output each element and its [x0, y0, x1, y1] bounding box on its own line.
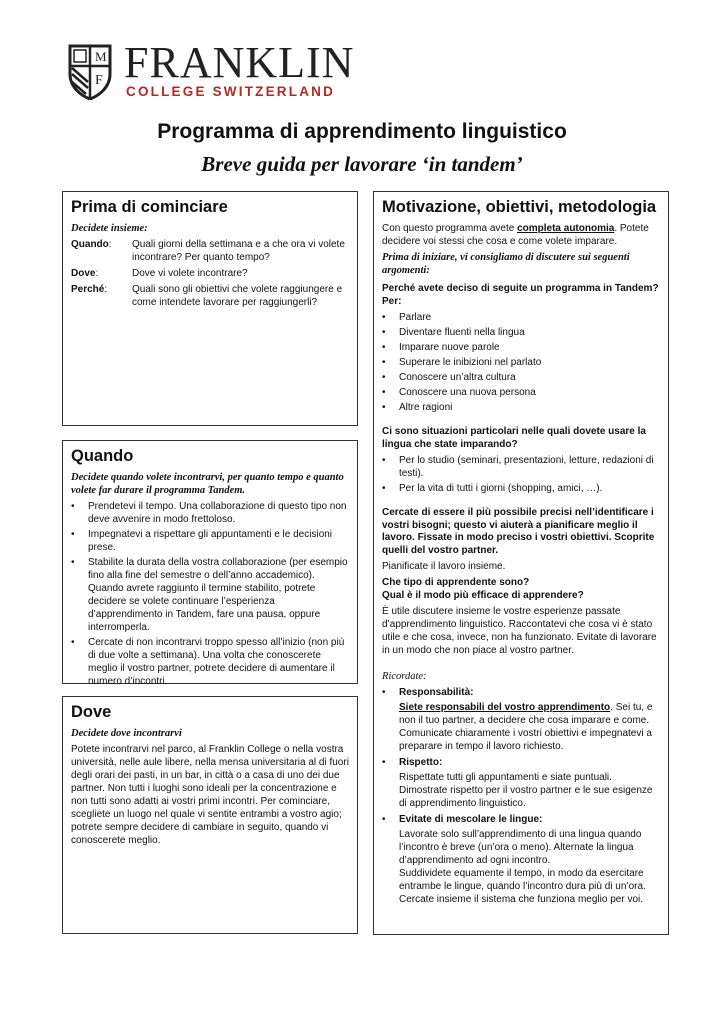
r1-text — [399, 701, 660, 753]
list-item: • Diventare fluenti nella lingua — [399, 326, 660, 339]
list-item: • Prendetevi il tempo. Una collaborazione di questo tipo non deve avvenire in modo frettoloso. — [88, 500, 349, 526]
situations-list — [382, 454, 660, 495]
logo-wordmark: FRANKLIN — [124, 38, 355, 87]
r3-text-1: Lavorate solo sull’apprendimento di una lingua quando l’incontro è breve (un’ora o meno). Alternate la lingua d’apprendimento ad ogni incontro. — [399, 829, 642, 866]
r1-rest: . Sei tu, e non il tuo partner, a decidere che cosa imparare e come. Comunicate chiaramente i vostri obiettivi e impegnatevi a preparare in tempo il lavoro richiesto. — [399, 702, 653, 752]
intro-text-c: . Potete decidere voi stessi che cosa e come volete imparare. — [382, 223, 649, 247]
list-item: • Per la vita di tutti i giorni (shopping, amici, …). — [399, 482, 660, 495]
box-dove — [62, 696, 358, 934]
quando-intro: Decidete quando volete incontrarvi, per quanto tempo e quanto volete far durare il programma Tandem. — [71, 472, 344, 496]
r1-underlined: Siete responsabili del vostro apprendimento — [399, 702, 611, 713]
page-title: Programma di apprendimento linguistico — [157, 120, 567, 143]
list-item — [399, 813, 660, 906]
r3-text — [399, 828, 660, 906]
prima-row-quando: Quando: Quali giorni della settimana e a che ora vi volete incontrare? Per quanto tempo? — [71, 238, 349, 264]
q1-text: Perché avete deciso di seguite un programma in Tandem? — [382, 283, 659, 294]
list-item: • Imparare nuove parole — [399, 341, 660, 354]
list-item: • Per lo studio (seminari, presentazioni, letture, redazioni di testi). — [399, 454, 660, 480]
dove-intro: Decidete dove incontrarvi — [71, 728, 182, 739]
box-quando — [62, 440, 358, 687]
question-situazioni: Ci sono situazioni particolari nelle quali dovete usare la lingua che state imparando? — [382, 426, 646, 450]
prima-heading: Prima di cominciare — [71, 198, 228, 216]
box-motivazione — [373, 191, 669, 935]
quando-heading: Quando — [71, 447, 134, 465]
list-item: • Conoscere un’altra cultura — [399, 371, 660, 384]
prima-intro: Decidete insieme: — [71, 223, 148, 234]
franklin-logo — [68, 38, 355, 102]
list-item: • Parlare — [399, 311, 660, 324]
motivazione-discuss: Prima di iniziare, vi consigliamo di discutere sui seguenti argomenti: — [382, 252, 630, 276]
ricordate-list — [382, 686, 660, 906]
prima-row-perche: Perché: Quali sono gli obiettivi che volete raggiungere e come intendete lavorare per raggiungerli? — [71, 283, 349, 309]
page-subtitle: Breve guida per lavorare ‘in tandem’ — [201, 152, 523, 176]
motivazione-heading: Motivazione, obiettivi, metodologia — [382, 198, 657, 216]
svg-text:M: M — [95, 49, 107, 64]
svg-text:F: F — [95, 73, 103, 88]
plan-text: Pianificate il lavoro insieme. — [382, 561, 506, 572]
list-item — [399, 686, 660, 753]
prima-key: Perché — [71, 284, 105, 295]
r3-text-2: Suddividete equamente il tempo, in modo da esercitare entrambe le lingue, quando l’incontro dura più di un’ora. — [399, 868, 646, 892]
list-item: • Superare le inibizioni nel parlato — [399, 356, 660, 369]
prima-key: Dove — [71, 268, 96, 279]
prima-row-dove: Dove: Dove vi volete incontrare? — [71, 267, 349, 280]
question-perche — [382, 283, 660, 308]
shield-logo-icon — [68, 44, 112, 100]
motivazione-intro — [382, 222, 660, 248]
list-item: • Impegnatevi a rispettare gli appuntamenti e le decisioni prese. — [88, 528, 349, 554]
q4-text: Che tipo di apprendente sono? — [382, 577, 530, 588]
prima-value: Quali giorni della settimana e a che ora vi volete incontrare? Per quanto tempo? — [132, 239, 345, 263]
r2-text: Rispettate tutti gli appuntamenti e siate puntuali. Dimostrate rispetto per il vostro partner e le sue esigenze di apprendimento linguistico. — [399, 772, 653, 809]
list-item: • Conoscere una nuova persona — [399, 386, 660, 399]
prima-value: Quali sono gli obiettivi che volete raggiungere e come intendete lavorare per raggiungerli? — [132, 284, 343, 308]
r2-label: • Rispetto: — [399, 757, 443, 768]
r3-text-3: Cercate insieme il sistema che funziona meglio per voi. — [399, 894, 643, 905]
list-item: • Stabilite la durata della vostra collaborazione (per esempio fino alla fine del semestre o dell’anno accademico). Quando avrete raggiunto il termine stabilito, potrete decidere se volete continuare l’esperienza d’apprendimento in Tandem, fare una pausa, oppure interromperla. — [88, 556, 349, 634]
quando-list — [71, 500, 349, 688]
logo-subline: COLLEGE SWITZERLAND — [126, 84, 336, 99]
question-apprendente — [382, 577, 660, 602]
reasons-list — [382, 311, 660, 414]
experience-text: È utile discutere insieme le vostre esperienze passate d’apprendimento linguistico. Raccontatevi che cosa vi è stato utile e che cosa, invece, non ha funzionato. Evitate di lavorare in un modo che non piace al vostro partner. — [382, 606, 657, 656]
ricordate-label: Ricordate: — [382, 671, 427, 682]
r3-label: • Evitate di mescolare le lingue: — [399, 814, 543, 825]
q4b-text: Qual è il modo più efficace di apprendere? — [382, 589, 584, 601]
prima-key: Quando — [71, 239, 109, 250]
r1-label: • Responsabilità: — [399, 687, 474, 698]
intro-text-a: Con questo programma avete — [382, 223, 518, 234]
q1-per: Per: — [382, 295, 402, 307]
list-item: • Altre ragioni — [399, 401, 660, 414]
dove-heading: Dove — [71, 703, 112, 721]
prima-value: Dove vi volete incontrare? — [132, 268, 248, 279]
list-item — [399, 756, 660, 810]
list-item: • Cercate di non incontrarvi troppo spesso all’inizio (non più di due volte a settimana). Una volta che conoscerete meglio il vostro partner, potrete decidere di aumentare il numero d’incontri. — [88, 636, 349, 688]
intro-autonomia: completa autonomia — [517, 223, 615, 234]
box-prima-di-cominciare — [62, 191, 358, 426]
question-bisogni: Cercate di essere il più possibile precisi nell’identificare i vostri bisogni; questo vi aiuterà a pianificare meglio il lavoro. Fissate in modo preciso i vostri obiettivi. Scoprite quelli del vostro partner. — [382, 507, 655, 556]
dove-text: Potete incontrarvi nel parco, al Franklin College o nella vostra università, nelle aule libere, nella mensa universitaria al di fuori degli orari dei pasti, in un bar, in città o a casa di uno dei due partner. Non tutti i luoghi sono ideali per la concentrazione e non tutti sono adatti ai vostri primi incontri. Per cominciare, scegliete un luogo nel quale vi sentite entrambi a vostro agio; potrete sempre decidere di cambiare in seguito, quando vi conoscerete meglio. — [71, 744, 349, 846]
